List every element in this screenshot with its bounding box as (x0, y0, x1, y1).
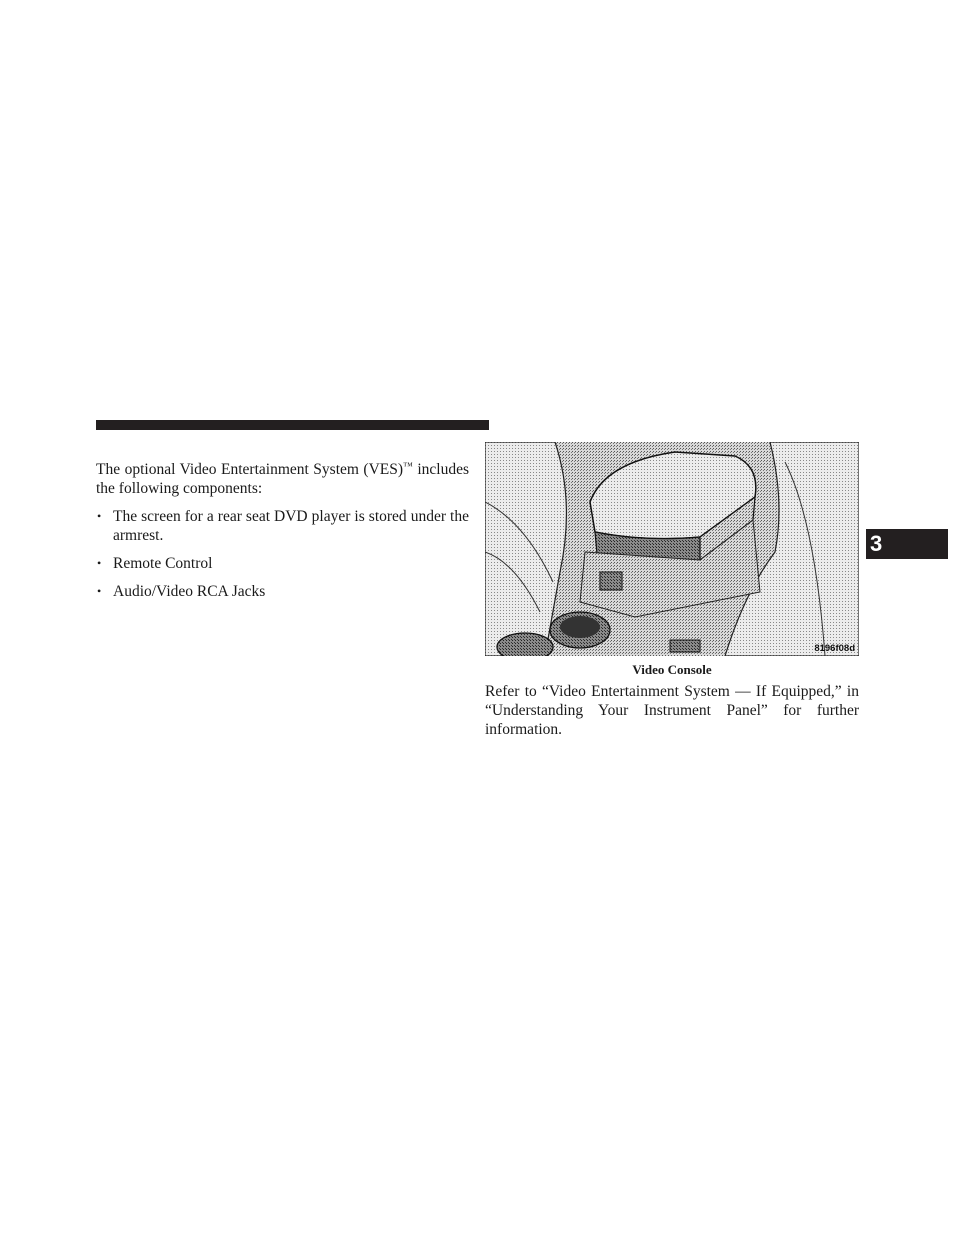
figure-id-label: 8196f08d (814, 643, 855, 654)
intro-text: The optional Video Entertainment System (VES) (96, 461, 404, 478)
bullet-icon: • (97, 584, 102, 598)
list-item-text: Audio/Video RCA Jacks (113, 583, 266, 600)
bullet-icon: • (97, 556, 102, 570)
components-list (96, 507, 469, 601)
video-console-illustration (485, 442, 859, 656)
list-item (96, 507, 469, 545)
intro-paragraph (96, 457, 469, 498)
console-drawing (485, 442, 859, 656)
list-item (96, 582, 469, 601)
trademark-symbol: ™ (403, 461, 413, 472)
figure-caption: Video Console (632, 662, 712, 677)
bullet-icon: • (97, 509, 102, 523)
chapter-tab: 3 (866, 529, 948, 559)
section-rule (96, 420, 489, 430)
left-column (96, 457, 469, 610)
list-item (96, 554, 469, 573)
intro-text-continued: includes the following components: (96, 461, 469, 497)
reference-paragraph: Refer to “Video Entertainment System — If Equipped,” in “Understanding Your Instrument Panel” for further information. (485, 683, 859, 738)
list-item-text: Remote Control (113, 555, 213, 572)
list-item-text: The screen for a rear seat DVD player is stored under the armrest. (113, 508, 469, 544)
